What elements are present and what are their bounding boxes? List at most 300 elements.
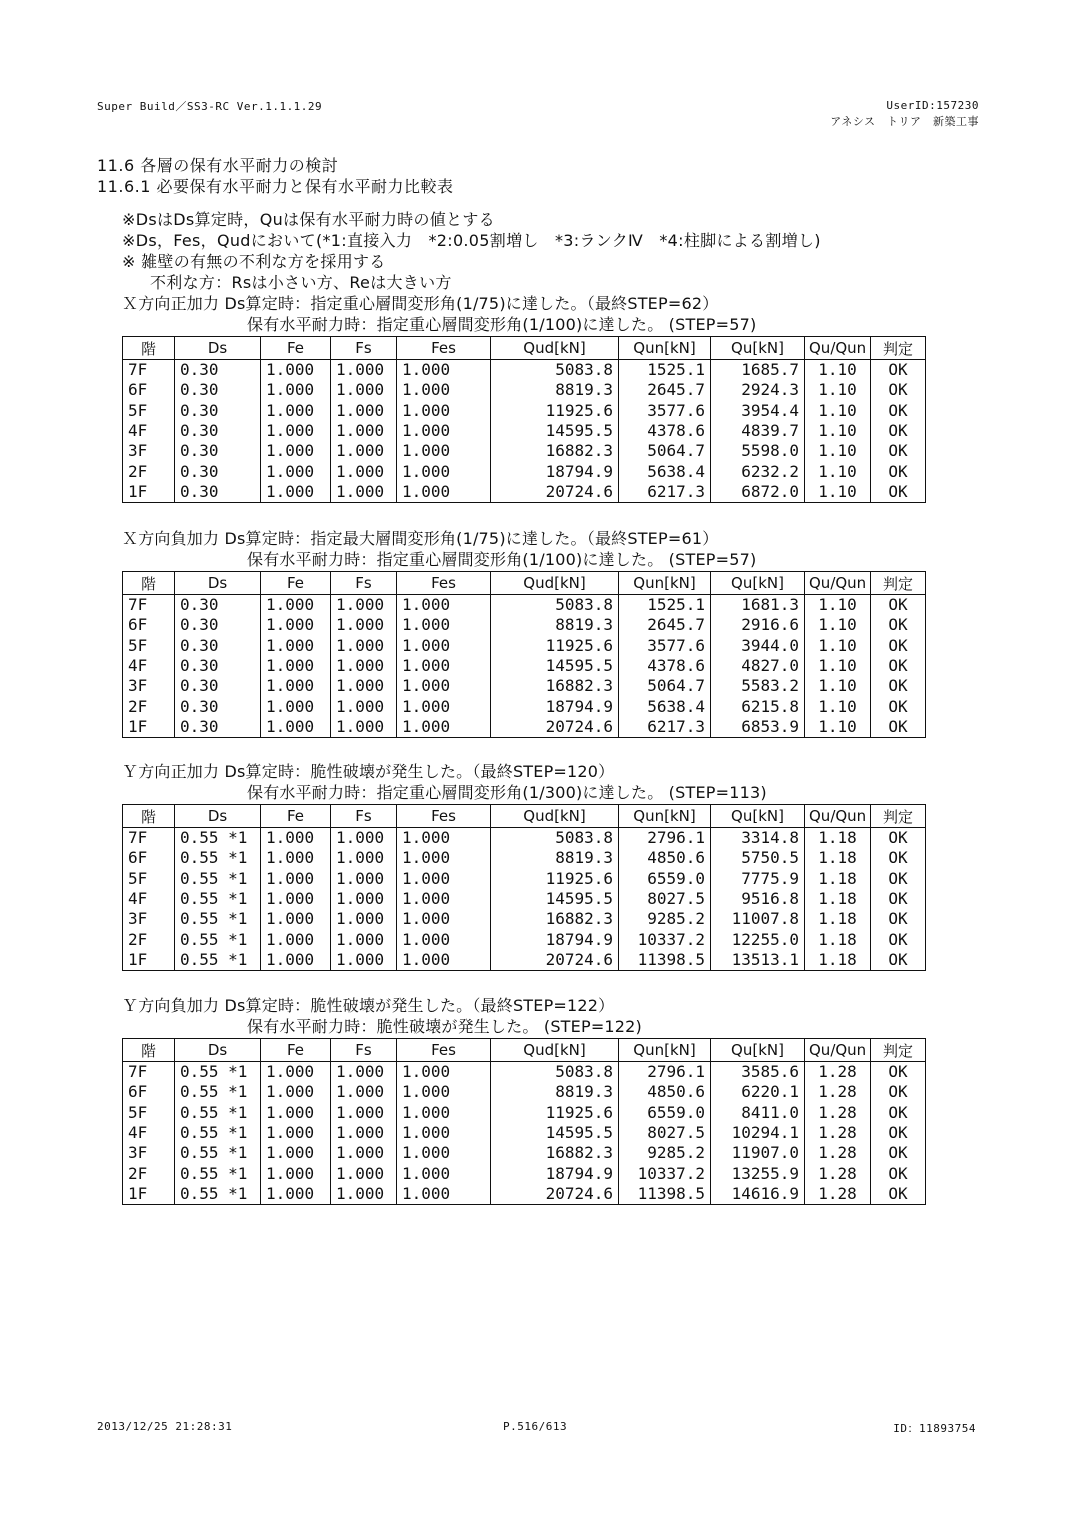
table-row [123, 615, 926, 635]
column-header-qun: Qun[kN] [619, 572, 711, 595]
column-header-ratio: Qu/Qun [805, 1039, 871, 1062]
cell-fe: 1.000 [261, 828, 331, 849]
cell-qud: 11925.6 [491, 636, 619, 656]
cell-fe: 1.000 [261, 1184, 331, 1205]
cell-qun: 6559.0 [619, 869, 711, 889]
cell-fes: 1.000 [397, 421, 491, 441]
cell-ds: 0.55 *1 [175, 1103, 261, 1123]
cell-qud: 18794.9 [491, 696, 619, 716]
cell-fe: 1.000 [261, 482, 331, 503]
cell-ds: 0.55 *1 [175, 1143, 261, 1163]
cell-fs: 1.000 [331, 1062, 397, 1083]
column-header-qud: Qud[kN] [491, 805, 619, 828]
cell-qu: 3314.8 [711, 828, 805, 849]
cell-ratio: 1.10 [805, 401, 871, 421]
table-row [123, 421, 926, 441]
cell-floor: 7F [123, 595, 175, 616]
cell-judgement: OK [871, 482, 926, 503]
cell-floor: 4F [123, 1123, 175, 1143]
cell-fe: 1.000 [261, 717, 331, 738]
cell-ratio: 1.10 [805, 461, 871, 481]
column-header-judgement: 判定 [871, 1039, 926, 1062]
cell-qun: 3577.6 [619, 401, 711, 421]
cell-qu: 5598.0 [711, 441, 805, 461]
column-header-judgement: 判定 [871, 337, 926, 360]
cell-qu: 3585.6 [711, 1062, 805, 1083]
cell-qun: 9285.2 [619, 1143, 711, 1163]
cell-qun: 2796.1 [619, 828, 711, 849]
cell-judgement: OK [871, 380, 926, 400]
column-header-qud: Qud[kN] [491, 337, 619, 360]
column-header-fs: Fs [331, 337, 397, 360]
cell-ratio: 1.28 [805, 1062, 871, 1083]
cell-floor: 2F [123, 696, 175, 716]
table-row [123, 461, 926, 481]
column-header-fe: Fe [261, 572, 331, 595]
subsection-heading: 11.6.1 必要保有水平耐力と保有水平耐力比較表 [97, 177, 454, 196]
table-row [123, 909, 926, 929]
cell-ratio: 1.10 [805, 696, 871, 716]
cell-ratio: 1.18 [805, 889, 871, 909]
cell-fs: 1.000 [331, 482, 397, 503]
cell-judgement: OK [871, 595, 926, 616]
cell-ratio: 1.10 [805, 380, 871, 400]
cell-qun: 2645.7 [619, 380, 711, 400]
cell-judgement: OK [871, 848, 926, 868]
cell-fs: 1.000 [331, 401, 397, 421]
column-header-judgement: 判定 [871, 805, 926, 828]
cell-ds: 0.55 *1 [175, 848, 261, 868]
cell-ds: 0.30 [175, 461, 261, 481]
cell-qu: 1681.3 [711, 595, 805, 616]
cell-qu: 5583.2 [711, 676, 805, 696]
cell-qu: 11907.0 [711, 1143, 805, 1163]
cell-qun: 11398.5 [619, 950, 711, 971]
table-row [123, 380, 926, 400]
cell-fs: 1.000 [331, 869, 397, 889]
column-header-ratio: Qu/Qun [805, 337, 871, 360]
column-header-fe: Fe [261, 337, 331, 360]
cell-fes: 1.000 [397, 848, 491, 868]
cell-qu: 1685.7 [711, 360, 805, 381]
cell-ratio: 1.28 [805, 1123, 871, 1143]
cell-fes: 1.000 [397, 1103, 491, 1123]
cell-fe: 1.000 [261, 909, 331, 929]
column-header-qun: Qun[kN] [619, 337, 711, 360]
cell-judgement: OK [871, 950, 926, 971]
caption-qu: 保有水平耐力時：指定重心層間変形角(1/100)に達した。 (STEP=57) [247, 315, 757, 334]
cell-floor: 1F [123, 482, 175, 503]
cell-qun: 6217.3 [619, 717, 711, 738]
result-table [122, 1038, 926, 1205]
column-header-floor: 階 [123, 337, 175, 360]
cell-ds: 0.30 [175, 615, 261, 635]
cell-qu: 4839.7 [711, 421, 805, 441]
cell-floor: 5F [123, 636, 175, 656]
cell-qud: 11925.6 [491, 869, 619, 889]
cell-judgement: OK [871, 656, 926, 676]
cell-qu: 6853.9 [711, 717, 805, 738]
cell-ds: 0.30 [175, 636, 261, 656]
table-row [123, 441, 926, 461]
cell-fe: 1.000 [261, 636, 331, 656]
column-header-fs: Fs [331, 805, 397, 828]
cell-qu: 13513.1 [711, 950, 805, 971]
column-header-ratio: Qu/Qun [805, 805, 871, 828]
cell-ratio: 1.28 [805, 1082, 871, 1102]
cell-ratio: 1.10 [805, 676, 871, 696]
cell-qud: 16882.3 [491, 676, 619, 696]
cell-ratio: 1.10 [805, 482, 871, 503]
cell-fs: 1.000 [331, 889, 397, 909]
cell-ratio: 1.10 [805, 441, 871, 461]
table-row [123, 1143, 926, 1163]
table-row [123, 848, 926, 868]
cell-ds: 0.55 *1 [175, 909, 261, 929]
cell-ratio: 1.10 [805, 656, 871, 676]
cell-fs: 1.000 [331, 441, 397, 461]
cell-ds: 0.30 [175, 656, 261, 676]
cell-fe: 1.000 [261, 869, 331, 889]
cell-fs: 1.000 [331, 656, 397, 676]
cell-ds: 0.55 *1 [175, 1062, 261, 1083]
caption-ds: Ｙ方向負加力 Ds算定時：脆性破壊が発生した。（最終STEP=122） [122, 996, 615, 1015]
cell-ds: 0.30 [175, 595, 261, 616]
cell-ds: 0.55 *1 [175, 1163, 261, 1183]
table-row [123, 636, 926, 656]
cell-floor: 1F [123, 717, 175, 738]
cell-fe: 1.000 [261, 929, 331, 949]
cell-qun: 5638.4 [619, 696, 711, 716]
cell-fes: 1.000 [397, 360, 491, 381]
cell-floor: 7F [123, 1062, 175, 1083]
cell-floor: 6F [123, 848, 175, 868]
column-header-fe: Fe [261, 1039, 331, 1062]
cell-ratio: 1.10 [805, 717, 871, 738]
column-header-qu: Qu[kN] [711, 337, 805, 360]
cell-fe: 1.000 [261, 1082, 331, 1102]
cell-floor: 2F [123, 461, 175, 481]
cell-floor: 2F [123, 1163, 175, 1183]
cell-judgement: OK [871, 1123, 926, 1143]
cell-qun: 4850.6 [619, 1082, 711, 1102]
page-number: P.516/613 [503, 1420, 568, 1433]
cell-judgement: OK [871, 909, 926, 929]
cell-qun: 1525.1 [619, 360, 711, 381]
cell-ds: 0.30 [175, 482, 261, 503]
cell-ratio: 1.28 [805, 1143, 871, 1163]
cell-qu: 2916.6 [711, 615, 805, 635]
cell-floor: 4F [123, 656, 175, 676]
cell-floor: 7F [123, 360, 175, 381]
column-header-ratio: Qu/Qun [805, 572, 871, 595]
note-wall: ※ 雑壁の有無の不利な方を採用する [122, 252, 386, 271]
table-row [123, 1103, 926, 1123]
cell-ratio: 1.18 [805, 929, 871, 949]
cell-fes: 1.000 [397, 636, 491, 656]
cell-floor: 7F [123, 828, 175, 849]
table-header-row [123, 572, 926, 595]
cell-fs: 1.000 [331, 828, 397, 849]
cell-fs: 1.000 [331, 636, 397, 656]
cell-qu: 6232.2 [711, 461, 805, 481]
table-header-row [123, 337, 926, 360]
cell-ratio: 1.18 [805, 950, 871, 971]
caption-qu: 保有水平耐力時：指定重心層間変形角(1/300)に達した。 (STEP=113) [247, 783, 767, 802]
print-datetime: 2013/12/25 21:28:31 [97, 1420, 233, 1433]
cell-judgement: OK [871, 360, 926, 381]
table-row [123, 1163, 926, 1183]
column-header-ds: Ds [175, 572, 261, 595]
cell-fs: 1.000 [331, 461, 397, 481]
cell-fe: 1.000 [261, 1143, 331, 1163]
cell-fs: 1.000 [331, 1163, 397, 1183]
result-table [122, 336, 926, 503]
cell-fes: 1.000 [397, 1082, 491, 1102]
column-header-ds: Ds [175, 805, 261, 828]
cell-qud: 5083.8 [491, 828, 619, 849]
cell-fs: 1.000 [331, 848, 397, 868]
cell-fes: 1.000 [397, 615, 491, 635]
cell-ds: 0.55 *1 [175, 929, 261, 949]
cell-qun: 11398.5 [619, 1184, 711, 1205]
table-row [123, 482, 926, 503]
column-header-ds: Ds [175, 1039, 261, 1062]
caption-qu: 保有水平耐力時：指定重心層間変形角(1/100)に達した。 (STEP=57) [247, 550, 757, 569]
column-header-fs: Fs [331, 1039, 397, 1062]
cell-ds: 0.30 [175, 421, 261, 441]
cell-qu: 9516.8 [711, 889, 805, 909]
cell-judgement: OK [871, 676, 926, 696]
cell-ds: 0.55 *1 [175, 1082, 261, 1102]
cell-ds: 0.30 [175, 717, 261, 738]
column-header-fes: Fes [397, 337, 491, 360]
cell-ds: 0.30 [175, 401, 261, 421]
cell-fe: 1.000 [261, 461, 331, 481]
column-header-qud: Qud[kN] [491, 1039, 619, 1062]
cell-qu: 14616.9 [711, 1184, 805, 1205]
column-header-floor: 階 [123, 572, 175, 595]
cell-judgement: OK [871, 615, 926, 635]
cell-qun: 1525.1 [619, 595, 711, 616]
cell-qu: 6220.1 [711, 1082, 805, 1102]
cell-floor: 5F [123, 401, 175, 421]
cell-qud: 8819.3 [491, 615, 619, 635]
cell-ratio: 1.28 [805, 1103, 871, 1123]
cell-ds: 0.55 *1 [175, 889, 261, 909]
cell-fe: 1.000 [261, 848, 331, 868]
column-header-fes: Fes [397, 1039, 491, 1062]
column-header-qu: Qu[kN] [711, 572, 805, 595]
cell-ds: 0.30 [175, 380, 261, 400]
cell-judgement: OK [871, 1082, 926, 1102]
cell-judgement: OK [871, 696, 926, 716]
table-row [123, 889, 926, 909]
cell-fe: 1.000 [261, 1123, 331, 1143]
cell-judgement: OK [871, 1143, 926, 1163]
cell-ratio: 1.28 [805, 1184, 871, 1205]
cell-fes: 1.000 [397, 461, 491, 481]
cell-judgement: OK [871, 717, 926, 738]
cell-ratio: 1.18 [805, 848, 871, 868]
cell-fes: 1.000 [397, 1184, 491, 1205]
caption-ds: Ｙ方向正加力 Ds算定時：脆性破壊が発生した。（最終STEP=120） [122, 762, 615, 781]
cell-qu: 13255.9 [711, 1163, 805, 1183]
cell-qu: 3954.4 [711, 401, 805, 421]
cell-fs: 1.000 [331, 1123, 397, 1143]
column-header-judgement: 判定 [871, 572, 926, 595]
cell-fes: 1.000 [397, 950, 491, 971]
cell-fes: 1.000 [397, 929, 491, 949]
cell-floor: 6F [123, 380, 175, 400]
cell-judgement: OK [871, 1184, 926, 1205]
cell-ds: 0.30 [175, 696, 261, 716]
cell-qun: 10337.2 [619, 929, 711, 949]
cell-qud: 8819.3 [491, 848, 619, 868]
column-header-qu: Qu[kN] [711, 1039, 805, 1062]
cell-fs: 1.000 [331, 909, 397, 929]
cell-qu: 10294.1 [711, 1123, 805, 1143]
cell-floor: 2F [123, 929, 175, 949]
cell-fs: 1.000 [331, 421, 397, 441]
cell-fes: 1.000 [397, 717, 491, 738]
cell-fes: 1.000 [397, 889, 491, 909]
cell-fs: 1.000 [331, 1082, 397, 1102]
table-row [123, 950, 926, 971]
table-row [123, 1184, 926, 1205]
note-legend: ※Ds，Fes，Qudにおいて(*1:直接入力 *2:0.05割増し *3:ランクⅣ *4:柱脚による割増し) [122, 231, 821, 250]
cell-qun: 4378.6 [619, 656, 711, 676]
cell-qud: 8819.3 [491, 1082, 619, 1102]
table-row [123, 1082, 926, 1102]
cell-fs: 1.000 [331, 380, 397, 400]
cell-qun: 6217.3 [619, 482, 711, 503]
cell-ratio: 1.10 [805, 360, 871, 381]
cell-qud: 20724.6 [491, 950, 619, 971]
cell-ratio: 1.10 [805, 421, 871, 441]
cell-fe: 1.000 [261, 421, 331, 441]
cell-ratio: 1.18 [805, 869, 871, 889]
note-ds-qu: ※DsはDs算定時，Quは保有水平耐力時の値とする [122, 210, 495, 229]
header-right [830, 98, 979, 130]
table-row [123, 595, 926, 616]
cell-judgement: OK [871, 828, 926, 849]
cell-qun: 3577.6 [619, 636, 711, 656]
cell-fes: 1.000 [397, 909, 491, 929]
cell-ds: 0.55 *1 [175, 1184, 261, 1205]
cell-fs: 1.000 [331, 615, 397, 635]
cell-qud: 14595.5 [491, 889, 619, 909]
cell-qu: 8411.0 [711, 1103, 805, 1123]
cell-qud: 20724.6 [491, 717, 619, 738]
cell-qud: 18794.9 [491, 461, 619, 481]
cell-fs: 1.000 [331, 929, 397, 949]
column-header-ds: Ds [175, 337, 261, 360]
cell-fes: 1.000 [397, 595, 491, 616]
cell-ds: 0.30 [175, 360, 261, 381]
caption-qu: 保有水平耐力時：脆性破壊が発生した。 (STEP=122) [247, 1017, 643, 1036]
column-header-qud: Qud[kN] [491, 572, 619, 595]
project-name: アネシス トリア 新築工事 [830, 115, 979, 128]
cell-qud: 11925.6 [491, 1103, 619, 1123]
cell-fe: 1.000 [261, 1062, 331, 1083]
cell-judgement: OK [871, 1103, 926, 1123]
column-header-floor: 階 [123, 1039, 175, 1062]
cell-fes: 1.000 [397, 656, 491, 676]
cell-judgement: OK [871, 1163, 926, 1183]
cell-qu: 6215.8 [711, 696, 805, 716]
cell-qud: 20724.6 [491, 1184, 619, 1205]
cell-qu: 6872.0 [711, 482, 805, 503]
table-row [123, 869, 926, 889]
cell-floor: 4F [123, 889, 175, 909]
cell-fe: 1.000 [261, 1163, 331, 1183]
column-header-floor: 階 [123, 805, 175, 828]
cell-qun: 6559.0 [619, 1103, 711, 1123]
cell-ds: 0.55 *1 [175, 828, 261, 849]
cell-fs: 1.000 [331, 676, 397, 696]
cell-floor: 5F [123, 1103, 175, 1123]
cell-judgement: OK [871, 1062, 926, 1083]
cell-fe: 1.000 [261, 441, 331, 461]
cell-fes: 1.000 [397, 869, 491, 889]
cell-ds: 0.55 *1 [175, 1123, 261, 1143]
cell-qu: 5750.5 [711, 848, 805, 868]
cell-qud: 20724.6 [491, 482, 619, 503]
section-heading: 11.6 各層の保有水平耐力の検討 [97, 156, 339, 175]
cell-qun: 8027.5 [619, 1123, 711, 1143]
cell-qu: 4827.0 [711, 656, 805, 676]
cell-qu: 2924.3 [711, 380, 805, 400]
cell-fs: 1.000 [331, 1103, 397, 1123]
cell-qud: 8819.3 [491, 380, 619, 400]
note-unfavorable: 不利な方：Rsは小さい方、Reは大きい方 [150, 273, 452, 292]
table-row [123, 1123, 926, 1143]
cell-fe: 1.000 [261, 1103, 331, 1123]
cell-fe: 1.000 [261, 615, 331, 635]
cell-judgement: OK [871, 441, 926, 461]
cell-qud: 14595.5 [491, 1123, 619, 1143]
cell-qu: 12255.0 [711, 929, 805, 949]
cell-fs: 1.000 [331, 1143, 397, 1163]
table-row [123, 401, 926, 421]
cell-fes: 1.000 [397, 380, 491, 400]
cell-floor: 3F [123, 441, 175, 461]
cell-fe: 1.000 [261, 676, 331, 696]
cell-fs: 1.000 [331, 360, 397, 381]
cell-floor: 3F [123, 676, 175, 696]
cell-fs: 1.000 [331, 717, 397, 738]
cell-qud: 16882.3 [491, 1143, 619, 1163]
cell-fs: 1.000 [331, 1184, 397, 1205]
cell-ds: 0.30 [175, 676, 261, 696]
cell-fs: 1.000 [331, 696, 397, 716]
cell-ratio: 1.18 [805, 828, 871, 849]
cell-qud: 5083.8 [491, 1062, 619, 1083]
cell-fes: 1.000 [397, 696, 491, 716]
cell-fes: 1.000 [397, 1163, 491, 1183]
cell-qun: 4378.6 [619, 421, 711, 441]
cell-qu: 7775.9 [711, 869, 805, 889]
cell-judgement: OK [871, 401, 926, 421]
column-header-fes: Fes [397, 805, 491, 828]
cell-fes: 1.000 [397, 441, 491, 461]
cell-qud: 5083.8 [491, 595, 619, 616]
cell-ds: 0.30 [175, 441, 261, 461]
cell-judgement: OK [871, 421, 926, 441]
table-row [123, 676, 926, 696]
cell-fe: 1.000 [261, 656, 331, 676]
